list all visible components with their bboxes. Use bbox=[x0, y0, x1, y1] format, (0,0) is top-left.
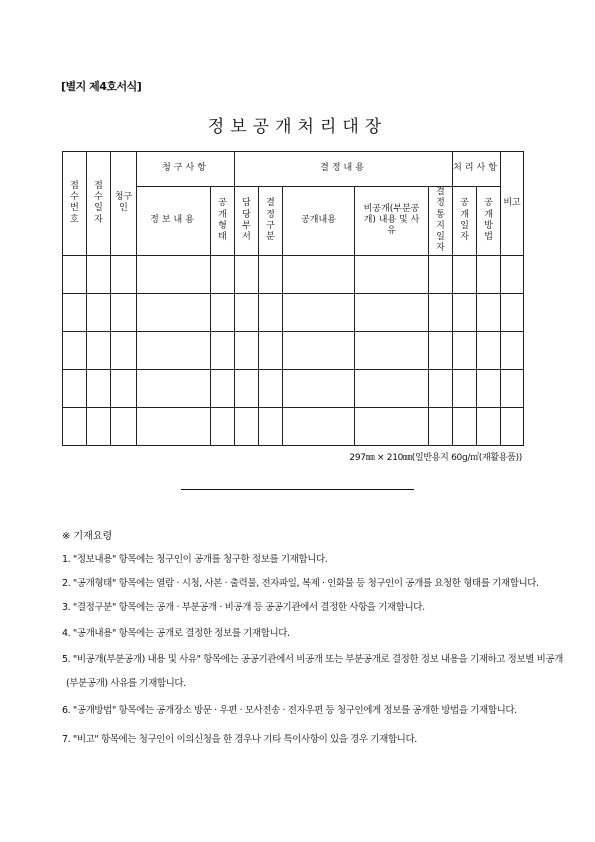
table-cell[interactable] bbox=[63, 407, 87, 445]
table-cell[interactable] bbox=[137, 407, 211, 445]
table-cell[interactable] bbox=[453, 407, 477, 445]
table-cell[interactable] bbox=[477, 331, 501, 369]
header-receipt-date: 접수일자 bbox=[87, 152, 111, 256]
table-cell[interactable] bbox=[63, 369, 87, 407]
table-cell[interactable] bbox=[501, 255, 524, 293]
table-cell[interactable] bbox=[453, 369, 477, 407]
table-cell[interactable] bbox=[63, 293, 87, 331]
table-row bbox=[63, 369, 524, 407]
table-cell[interactable] bbox=[111, 369, 137, 407]
table-cell[interactable] bbox=[259, 255, 283, 293]
header-info-content: 정보내용 bbox=[137, 187, 211, 256]
table-row bbox=[63, 407, 524, 445]
table-cell[interactable] bbox=[137, 369, 211, 407]
header-disclosure-format: 공개형태 bbox=[211, 187, 235, 256]
table-cell[interactable] bbox=[63, 331, 87, 369]
table-cell[interactable] bbox=[453, 255, 477, 293]
table-cell[interactable] bbox=[211, 407, 235, 445]
table-cell[interactable] bbox=[429, 331, 453, 369]
table-cell[interactable] bbox=[259, 331, 283, 369]
table-cell[interactable] bbox=[477, 369, 501, 407]
table-cell[interactable] bbox=[283, 255, 355, 293]
table-cell[interactable] bbox=[453, 293, 477, 331]
table-cell[interactable] bbox=[477, 407, 501, 445]
form-number-label: [별지 제4호서식] bbox=[61, 80, 142, 93]
table-cell[interactable] bbox=[429, 407, 453, 445]
header-decision-type: 결정구분 bbox=[259, 187, 283, 256]
table-cell[interactable] bbox=[235, 369, 259, 407]
table-cell[interactable] bbox=[137, 331, 211, 369]
table-cell[interactable] bbox=[235, 331, 259, 369]
table-cell[interactable] bbox=[111, 255, 137, 293]
table-cell[interactable] bbox=[235, 407, 259, 445]
guide-item: 1. "정보내용" 항목에는 청구인이 공개를 청구한 정보를 기재합니다. bbox=[62, 554, 328, 565]
table-cell[interactable] bbox=[111, 331, 137, 369]
table-cell[interactable] bbox=[87, 331, 111, 369]
guide-item: 7. "비고" 항목에는 청구인이 이의신청을 한 경우나 기타 특이사항이 있을 경우 기재합니다. bbox=[62, 734, 417, 745]
table-cell[interactable] bbox=[211, 369, 235, 407]
ledger-body bbox=[63, 255, 524, 445]
table-cell[interactable] bbox=[211, 331, 235, 369]
table-cell[interactable] bbox=[429, 293, 453, 331]
table-cell[interactable] bbox=[259, 293, 283, 331]
table-cell[interactable] bbox=[477, 255, 501, 293]
table-cell[interactable] bbox=[501, 407, 524, 445]
table-cell[interactable] bbox=[87, 407, 111, 445]
header-disclosure-date: 공개일자 bbox=[453, 187, 477, 256]
table-cell[interactable] bbox=[111, 407, 137, 445]
table-cell[interactable] bbox=[87, 293, 111, 331]
document-title: 정보공개처리대장 bbox=[207, 117, 388, 137]
table-cell[interactable] bbox=[259, 369, 283, 407]
table-cell[interactable] bbox=[453, 331, 477, 369]
table-cell[interactable] bbox=[283, 407, 355, 445]
table-cell[interactable] bbox=[501, 369, 524, 407]
table-cell[interactable] bbox=[283, 369, 355, 407]
header-disclosure-method: 공개방법 bbox=[477, 187, 501, 256]
table-cell[interactable] bbox=[137, 255, 211, 293]
table-cell[interactable] bbox=[501, 331, 524, 369]
table-row bbox=[63, 331, 524, 369]
guide-item: 6. "공개방법" 항목에는 공개장소 방문 · 우편 · 모사전송 · 전자우편 등 청구인에게 정보를 공개한 방법을 기재합니다. bbox=[62, 705, 517, 716]
table-cell[interactable] bbox=[137, 293, 211, 331]
table-cell[interactable] bbox=[283, 331, 355, 369]
table-cell[interactable] bbox=[355, 369, 429, 407]
guide-title: ※ 기재요령 bbox=[62, 531, 113, 542]
header-requester: 청구인 bbox=[111, 152, 137, 256]
header-disclosure-content: 공개내용 bbox=[283, 187, 355, 256]
guide-item: (부분공개) 사유를 기재합니다. bbox=[66, 678, 186, 689]
guide-item: 5. "비공개(부분공개) 내용 및 사유" 항목에는 공공기관에서 비공개 또는 부분공개로 결정한 정보 내용을 기재하고 정보별 비공개 bbox=[62, 654, 563, 665]
guide-item: 4. "공개내용" 항목에는 공개로 결정한 정보를 기재합니다. bbox=[62, 628, 290, 639]
table-cell[interactable] bbox=[111, 293, 137, 331]
table-cell[interactable] bbox=[235, 255, 259, 293]
table-cell[interactable] bbox=[429, 369, 453, 407]
table-cell[interactable] bbox=[235, 293, 259, 331]
divider-line bbox=[181, 489, 414, 490]
table-cell[interactable] bbox=[355, 293, 429, 331]
table-cell[interactable] bbox=[211, 293, 235, 331]
guide-item: 2. "공개형태" 항목에는 열람 · 시청, 사본 · 출력물, 전자파일, 복제 · 인화물 등 청구인이 공개를 요청한 형태를 기재합니다. bbox=[62, 578, 539, 589]
table-cell[interactable] bbox=[211, 255, 235, 293]
header-remarks: 비고 bbox=[501, 152, 524, 256]
header-dept-in-charge: 담당부서 bbox=[235, 187, 259, 256]
table-cell[interactable] bbox=[501, 293, 524, 331]
table-row bbox=[63, 293, 524, 331]
table-cell[interactable] bbox=[355, 331, 429, 369]
processing-ledger-table bbox=[62, 151, 524, 446]
table-cell[interactable] bbox=[87, 369, 111, 407]
header-receipt-no: 접수번호 bbox=[63, 152, 87, 256]
header-group-request: 청구사항 bbox=[137, 152, 235, 187]
table-cell[interactable] bbox=[355, 407, 429, 445]
header-nondisclosure-reason: 비공개(부분공개) 내용 및 사유 bbox=[355, 187, 429, 256]
table-cell[interactable] bbox=[355, 255, 429, 293]
header-group-processing: 처리사항 bbox=[453, 152, 501, 187]
table-row bbox=[63, 255, 524, 293]
table-cell[interactable] bbox=[259, 407, 283, 445]
paper-spec: 297㎜ × 210㎜(일반용지 60g/㎡(재활용품)) bbox=[349, 453, 522, 463]
header-notice-date: 결정통지일자 bbox=[429, 187, 453, 256]
table-cell[interactable] bbox=[477, 293, 501, 331]
guide-item: 3. "결정구분" 항목에는 공개 · 부분공개 · 비공개 등 공공기관에서 결정한 사항을 기재합니다. bbox=[62, 602, 425, 613]
header-group-decision: 결정내용 bbox=[235, 152, 453, 187]
table-cell[interactable] bbox=[87, 255, 111, 293]
table-cell[interactable] bbox=[283, 293, 355, 331]
table-cell[interactable] bbox=[429, 255, 453, 293]
table-cell[interactable] bbox=[63, 255, 87, 293]
